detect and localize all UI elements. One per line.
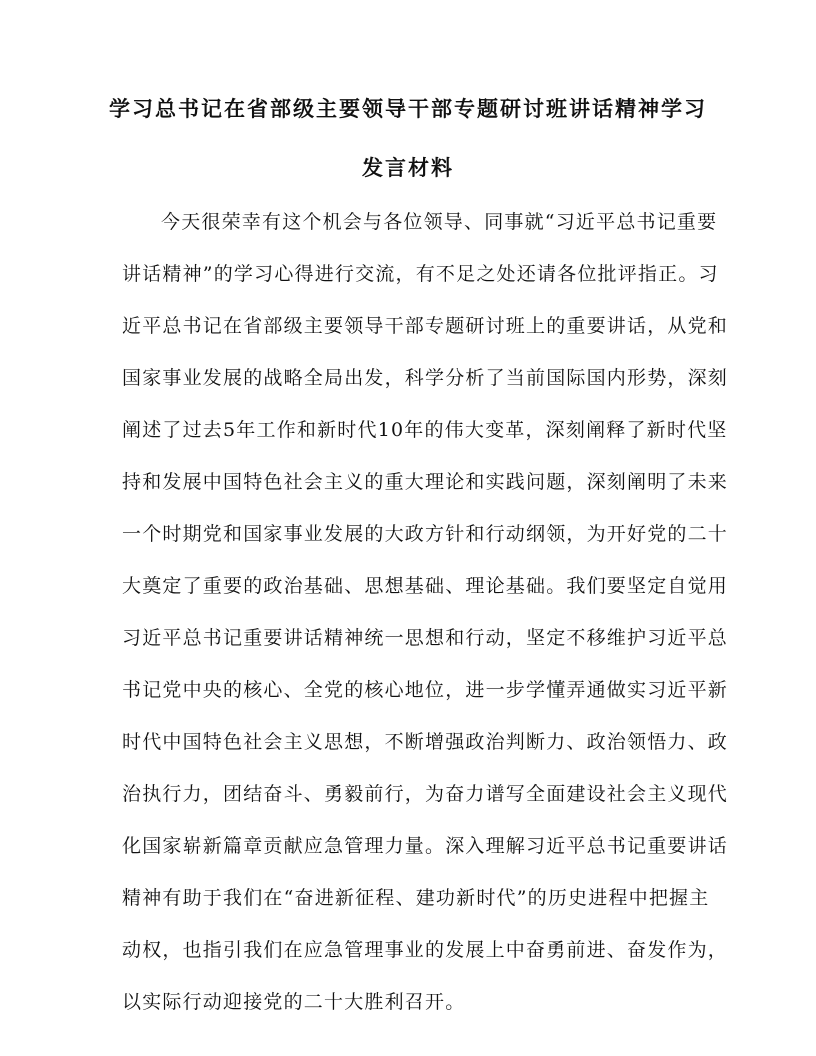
paragraph-line: 化国家崭新篇章贡献应急管理力量。深入理解习近平总书记重要讲话: [122, 835, 729, 857]
paragraph-line: 今天很荣幸有这个机会与各位领导、同事就“习近平总书记重要: [161, 211, 718, 233]
document-title-line-2: 发言材料: [362, 156, 454, 180]
paragraph-line: 讲话精神”的学习心得进行交流，有不足之处还请各位批评指正。习: [122, 263, 719, 285]
paragraph-line: 书记党中央的核心、全党的核心地位，进一步学懂弄通做实习近平新: [122, 679, 729, 701]
paragraph-line: 以实际行动迎接党的二十大胜利召开。: [122, 991, 466, 1013]
document-title-line-1: 学习总书记在省部级主要领导干部专题研讨班讲话精神学习: [109, 97, 707, 121]
paragraph-line: 动权，也指引我们在应急管理事业的发展上中奋勇前进、奋发作为，: [122, 939, 729, 961]
paragraph-line: 近平总书记在省部级主要领导干部专题研讨班上的重要讲话，从党和: [122, 315, 729, 337]
paragraph-line: 阐述了过去5年工作和新时代10年的伟大变革，深刻阐释了新时代坚: [122, 419, 728, 441]
paragraph-line: 精神有助于我们在“奋进新征程、建功新时代”的历史进程中把握主: [122, 887, 710, 909]
paragraph-line: 一个时期党和国家事业发展的大政方针和行动纲领，为开好党的二十: [122, 523, 729, 545]
paragraph-line: 习近平总书记重要讲话精神统一思想和行动，坚定不移维护习近平总: [122, 627, 729, 649]
paragraph-line: 持和发展中国特色社会主义的重大理论和实践问题，深刻阐明了未来: [122, 471, 729, 493]
paragraph-line: 时代中国特色社会主义思想，不断增强政治判断力、政治领悟力、政: [122, 731, 729, 753]
paragraph-line: 大奠定了重要的政治基础、思想基础、理论基础。我们要坚定自觉用: [122, 575, 729, 597]
paragraph-line: 国家事业发展的战略全局出发，科学分析了当前国际国内形势，深刻: [122, 367, 729, 389]
paragraph-line: 治执行力，团结奋斗、勇毅前行，为奋力谱写全面建设社会主义现代: [122, 783, 729, 805]
